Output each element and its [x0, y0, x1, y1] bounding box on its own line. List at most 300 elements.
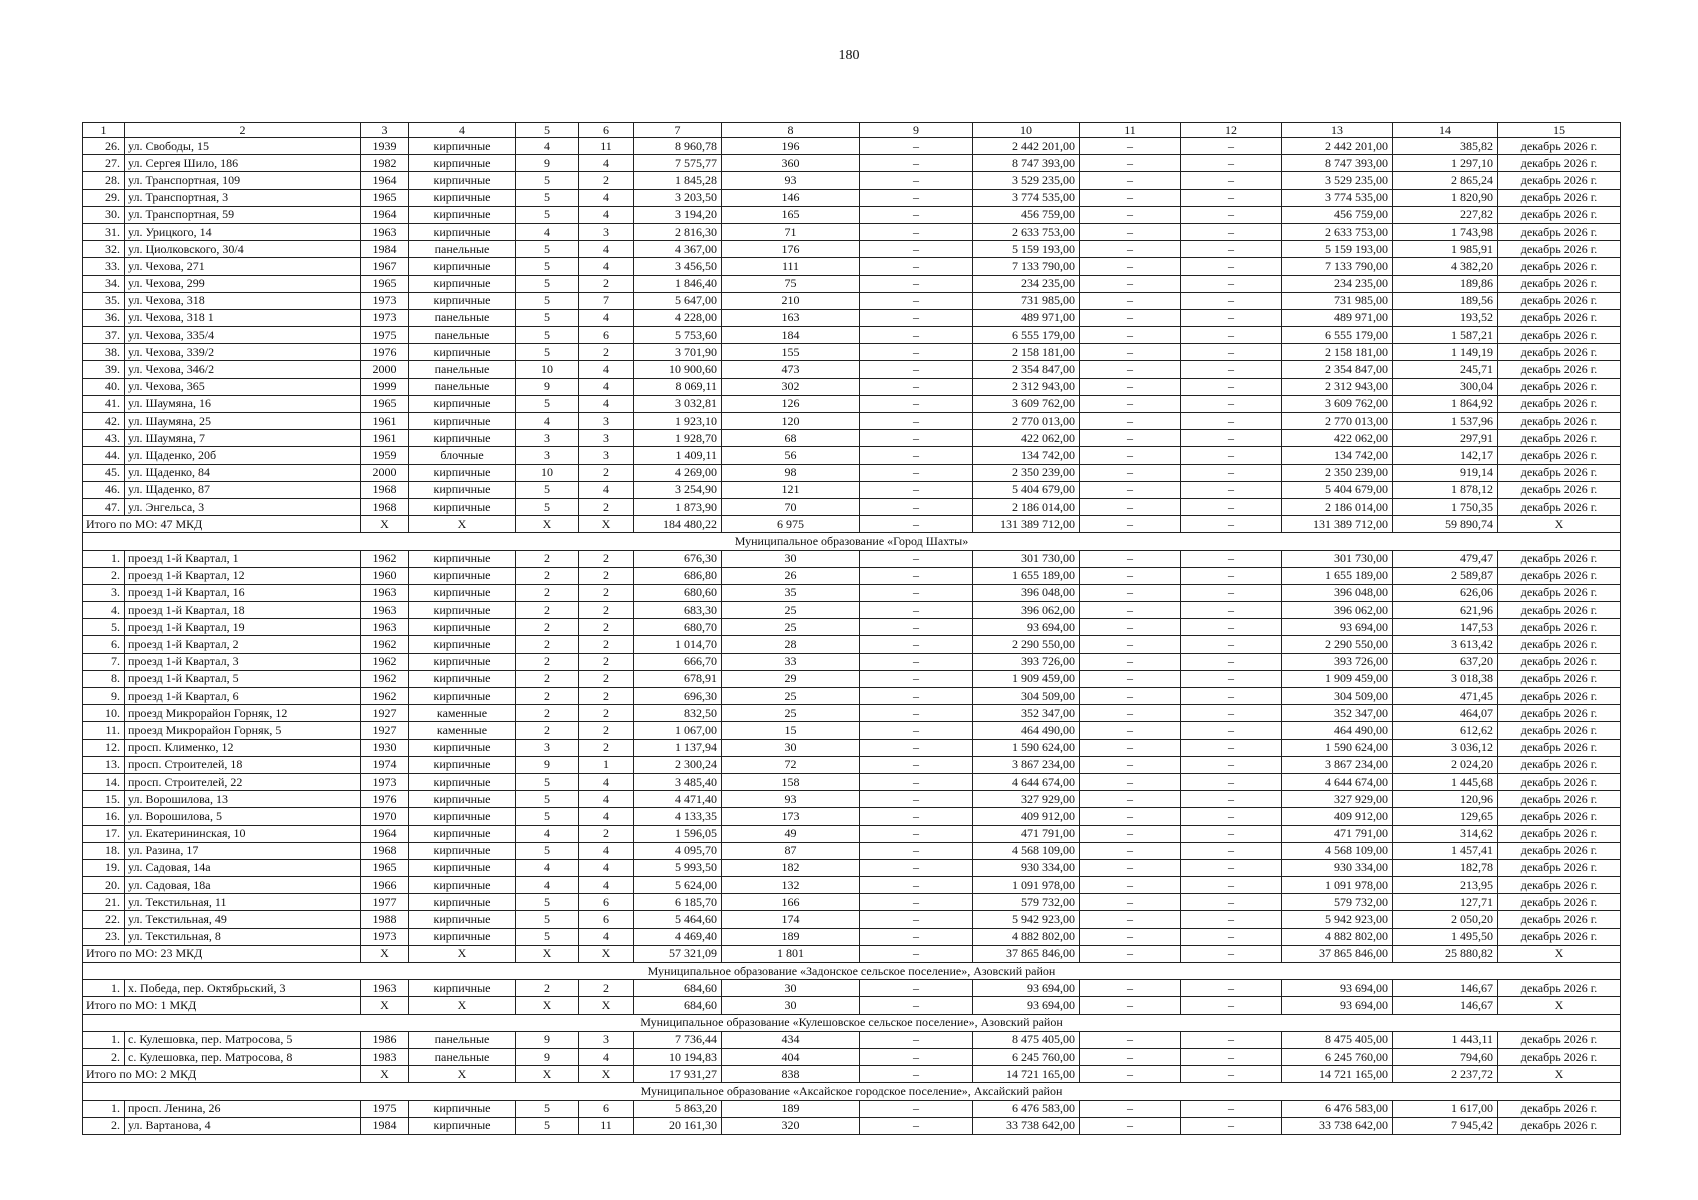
total-col-3: X: [361, 1066, 409, 1083]
cell-col-8: 434: [722, 1031, 860, 1048]
cell-col-1: 6.: [83, 636, 125, 653]
cell-col-13: 6 245 760,00: [1282, 1048, 1393, 1065]
cell-col-11: –: [1080, 842, 1181, 859]
cell-col-10: 2 186 014,00: [973, 498, 1080, 515]
cell-col-4: кирпичные: [409, 877, 516, 894]
cell-col-7: 1 067,00: [634, 722, 722, 739]
table-row: [83, 688, 1621, 705]
column-header-8: 8: [722, 123, 860, 138]
cell-col-11: –: [1080, 859, 1181, 876]
cell-col-10: 396 062,00: [973, 602, 1080, 619]
cell-col-13: 456 759,00: [1282, 206, 1393, 223]
cell-col-5: 9: [516, 155, 579, 172]
table-row: [83, 550, 1621, 567]
section-title: Муниципальное образование «Кулешовское сельское поселение», Азовский район: [83, 1014, 1621, 1031]
cell-col-6: 4: [579, 378, 634, 395]
cell-col-8: 93: [722, 791, 860, 808]
cell-col-7: 684,60: [634, 980, 722, 997]
cell-col-7: 1 845,28: [634, 172, 722, 189]
table-row: [83, 1031, 1621, 1048]
cell-col-8: 68: [722, 430, 860, 447]
cell-col-10: 464 490,00: [973, 722, 1080, 739]
cell-col-9: –: [860, 808, 973, 825]
cell-col-11: –: [1080, 928, 1181, 945]
cell-col-13: 234 235,00: [1282, 275, 1393, 292]
cell-col-1: 27.: [83, 155, 125, 172]
total-col-3: X: [361, 945, 409, 962]
cell-col-7: 7 736,44: [634, 1031, 722, 1048]
cell-col-9: –: [860, 172, 973, 189]
total-col-11: –: [1080, 945, 1181, 962]
program-table: [82, 122, 1621, 1135]
cell-col-8: 302: [722, 378, 860, 395]
cell-col-13: 8 475 405,00: [1282, 1031, 1393, 1048]
cell-col-12: –: [1181, 378, 1282, 395]
cell-col-4: кирпичные: [409, 773, 516, 790]
total-col-10: 131 389 712,00: [973, 516, 1080, 533]
cell-col-15: декабрь 2026 г.: [1498, 292, 1621, 309]
cell-col-2: просп. Строителей, 22: [125, 773, 361, 790]
column-header-10: 10: [973, 123, 1080, 138]
cell-col-8: 111: [722, 258, 860, 275]
table-row: [83, 773, 1621, 790]
cell-col-9: –: [860, 705, 973, 722]
cell-col-14: 1 587,21: [1393, 327, 1498, 344]
cell-col-9: –: [860, 567, 973, 584]
table-row: [83, 206, 1621, 223]
cell-col-6: 4: [579, 189, 634, 206]
total-col-10: 93 694,00: [973, 997, 1080, 1014]
cell-col-11: –: [1080, 223, 1181, 240]
total-col-7: 184 480,22: [634, 516, 722, 533]
cell-col-9: –: [860, 327, 973, 344]
cell-col-11: –: [1080, 584, 1181, 601]
cell-col-12: –: [1181, 722, 1282, 739]
cell-col-1: 12.: [83, 739, 125, 756]
table-row: [83, 1100, 1621, 1117]
table-row: [83, 292, 1621, 309]
cell-col-3: 1982: [361, 155, 409, 172]
cell-col-12: –: [1181, 361, 1282, 378]
cell-col-11: –: [1080, 877, 1181, 894]
column-header-12: 12: [1181, 123, 1282, 138]
table-row: [83, 430, 1621, 447]
cell-col-2: просп. Строителей, 18: [125, 756, 361, 773]
cell-col-12: –: [1181, 395, 1282, 412]
cell-col-15: декабрь 2026 г.: [1498, 980, 1621, 997]
cell-col-2: ул. Чехова, 318: [125, 292, 361, 309]
cell-col-13: 2 770 013,00: [1282, 413, 1393, 430]
cell-col-5: 2: [516, 636, 579, 653]
total-col-15: X: [1498, 945, 1621, 962]
cell-col-10: 1 091 978,00: [973, 877, 1080, 894]
cell-col-13: 5 159 193,00: [1282, 241, 1393, 258]
cell-col-15: декабрь 2026 г.: [1498, 1031, 1621, 1048]
total-col-5: X: [516, 1066, 579, 1083]
cell-col-12: –: [1181, 172, 1282, 189]
cell-col-6: 2: [579, 464, 634, 481]
table-row: [83, 481, 1621, 498]
total-label: Итого по МО: 23 МКД: [83, 945, 361, 962]
cell-col-5: 2: [516, 619, 579, 636]
cell-col-12: –: [1181, 481, 1282, 498]
cell-col-8: 25: [722, 688, 860, 705]
cell-col-1: 36.: [83, 309, 125, 326]
table-row: [83, 275, 1621, 292]
cell-col-4: кирпичные: [409, 395, 516, 412]
cell-col-6: 4: [579, 241, 634, 258]
cell-col-1: 45.: [83, 464, 125, 481]
cell-col-8: 360: [722, 155, 860, 172]
cell-col-15: декабрь 2026 г.: [1498, 138, 1621, 155]
cell-col-2: ул. Чехова, 365: [125, 378, 361, 395]
cell-col-6: 6: [579, 327, 634, 344]
cell-col-11: –: [1080, 241, 1181, 258]
table-row: [83, 791, 1621, 808]
cell-col-5: 9: [516, 378, 579, 395]
cell-col-5: 9: [516, 1031, 579, 1048]
cell-col-7: 7 575,77: [634, 155, 722, 172]
cell-col-14: 4 382,20: [1393, 258, 1498, 275]
cell-col-11: –: [1080, 395, 1181, 412]
cell-col-6: 4: [579, 309, 634, 326]
column-header-row: [83, 123, 1621, 138]
cell-col-9: –: [860, 756, 973, 773]
cell-col-2: ул. Свободы, 15: [125, 138, 361, 155]
cell-col-3: 1962: [361, 688, 409, 705]
cell-col-10: 4 644 674,00: [973, 773, 1080, 790]
cell-col-9: –: [860, 223, 973, 240]
cell-col-4: кирпичные: [409, 688, 516, 705]
cell-col-3: 1967: [361, 258, 409, 275]
cell-col-7: 2 816,30: [634, 223, 722, 240]
cell-col-7: 20 161,30: [634, 1117, 722, 1134]
cell-col-8: 98: [722, 464, 860, 481]
cell-col-5: 2: [516, 567, 579, 584]
cell-col-2: ул. Вартанова, 4: [125, 1117, 361, 1134]
cell-col-1: 2.: [83, 567, 125, 584]
cell-col-6: 4: [579, 206, 634, 223]
cell-col-14: 1 297,10: [1393, 155, 1498, 172]
table-row: [83, 636, 1621, 653]
cell-col-4: кирпичные: [409, 911, 516, 928]
cell-col-5: 2: [516, 722, 579, 739]
cell-col-14: 189,56: [1393, 292, 1498, 309]
cell-col-7: 1 137,94: [634, 739, 722, 756]
cell-col-6: 2: [579, 653, 634, 670]
total-col-8: 6 975: [722, 516, 860, 533]
cell-col-2: ул. Текстильная, 8: [125, 928, 361, 945]
cell-col-5: 5: [516, 395, 579, 412]
cell-col-6: 3: [579, 447, 634, 464]
cell-col-6: 2: [579, 688, 634, 705]
cell-col-2: ул. Садовая, 18а: [125, 877, 361, 894]
cell-col-5: 5: [516, 791, 579, 808]
cell-col-9: –: [860, 1117, 973, 1134]
table-row: [83, 241, 1621, 258]
cell-col-6: 2: [579, 739, 634, 756]
cell-col-14: 1 864,92: [1393, 395, 1498, 412]
cell-col-14: 2 050,20: [1393, 911, 1498, 928]
cell-col-4: кирпичные: [409, 413, 516, 430]
cell-col-1: 35.: [83, 292, 125, 309]
cell-col-2: ул. Щаденко, 20б: [125, 447, 361, 464]
cell-col-14: 1 149,19: [1393, 344, 1498, 361]
table-row: [83, 327, 1621, 344]
cell-col-3: 1927: [361, 705, 409, 722]
cell-col-8: 166: [722, 894, 860, 911]
cell-col-14: 129,65: [1393, 808, 1498, 825]
cell-col-11: –: [1080, 1031, 1181, 1048]
cell-col-11: –: [1080, 688, 1181, 705]
table-row: [83, 1048, 1621, 1065]
cell-col-2: ул. Шаумяна, 16: [125, 395, 361, 412]
total-col-9: –: [860, 1066, 973, 1083]
cell-col-11: –: [1080, 894, 1181, 911]
cell-col-12: –: [1181, 1031, 1282, 1048]
cell-col-3: 1984: [361, 1117, 409, 1134]
cell-col-2: проезд 1-й Квартал, 6: [125, 688, 361, 705]
cell-col-10: 2 633 753,00: [973, 223, 1080, 240]
cell-col-1: 5.: [83, 619, 125, 636]
cell-col-11: –: [1080, 636, 1181, 653]
cell-col-5: 5: [516, 344, 579, 361]
cell-col-12: –: [1181, 550, 1282, 567]
cell-col-8: 56: [722, 447, 860, 464]
cell-col-10: 6 476 583,00: [973, 1100, 1080, 1117]
cell-col-6: 7: [579, 292, 634, 309]
cell-col-2: ул. Чехова, 339/2: [125, 344, 361, 361]
cell-col-14: 1 820,90: [1393, 189, 1498, 206]
cell-col-15: декабрь 2026 г.: [1498, 344, 1621, 361]
cell-col-8: 75: [722, 275, 860, 292]
cell-col-6: 2: [579, 567, 634, 584]
cell-col-2: ул. Текстильная, 11: [125, 894, 361, 911]
table-row: [83, 722, 1621, 739]
total-col-7: 57 321,09: [634, 945, 722, 962]
cell-col-14: 7 945,42: [1393, 1117, 1498, 1134]
cell-col-12: –: [1181, 842, 1282, 859]
cell-col-15: декабрь 2026 г.: [1498, 498, 1621, 515]
cell-col-10: 930 334,00: [973, 859, 1080, 876]
cell-col-14: 189,86: [1393, 275, 1498, 292]
cell-col-2: проезд 1-й Квартал, 16: [125, 584, 361, 601]
cell-col-9: –: [860, 309, 973, 326]
cell-col-9: –: [860, 619, 973, 636]
cell-col-14: 464,07: [1393, 705, 1498, 722]
cell-col-5: 5: [516, 292, 579, 309]
cell-col-8: 155: [722, 344, 860, 361]
cell-col-4: кирпичные: [409, 258, 516, 275]
cell-col-8: 165: [722, 206, 860, 223]
cell-col-10: 33 738 642,00: [973, 1117, 1080, 1134]
table-row: [83, 189, 1621, 206]
cell-col-10: 489 971,00: [973, 309, 1080, 326]
cell-col-9: –: [860, 1100, 973, 1117]
table-row: [83, 928, 1621, 945]
cell-col-12: –: [1181, 619, 1282, 636]
cell-col-5: 2: [516, 602, 579, 619]
cell-col-11: –: [1080, 739, 1181, 756]
cell-col-1: 32.: [83, 241, 125, 258]
cell-col-9: –: [860, 189, 973, 206]
cell-col-8: 28: [722, 636, 860, 653]
cell-col-9: –: [860, 980, 973, 997]
column-header-4: 4: [409, 123, 516, 138]
column-header-5: 5: [516, 123, 579, 138]
cell-col-1: 9.: [83, 688, 125, 705]
cell-col-15: декабрь 2026 г.: [1498, 172, 1621, 189]
cell-col-13: 7 133 790,00: [1282, 258, 1393, 275]
total-col-4: X: [409, 997, 516, 1014]
cell-col-3: 1927: [361, 722, 409, 739]
total-col-6: X: [579, 945, 634, 962]
cell-col-3: 1973: [361, 773, 409, 790]
table-row: [83, 567, 1621, 584]
cell-col-7: 680,60: [634, 584, 722, 601]
cell-col-4: блочные: [409, 447, 516, 464]
cell-col-4: кирпичные: [409, 739, 516, 756]
cell-col-14: 1 750,35: [1393, 498, 1498, 515]
cell-col-4: кирпичные: [409, 430, 516, 447]
cell-col-14: 919,14: [1393, 464, 1498, 481]
total-col-13: 14 721 165,00: [1282, 1066, 1393, 1083]
section-title-row: [83, 1083, 1621, 1100]
cell-col-2: проезд 1-й Квартал, 18: [125, 602, 361, 619]
cell-col-7: 1 873,90: [634, 498, 722, 515]
cell-col-6: 4: [579, 258, 634, 275]
cell-col-1: 43.: [83, 430, 125, 447]
cell-col-9: –: [860, 361, 973, 378]
cell-col-15: декабрь 2026 г.: [1498, 653, 1621, 670]
cell-col-8: 121: [722, 481, 860, 498]
cell-col-9: –: [860, 292, 973, 309]
table-row: [83, 825, 1621, 842]
cell-col-11: –: [1080, 1048, 1181, 1065]
cell-col-1: 10.: [83, 705, 125, 722]
total-label: Итого по МО: 1 МКД: [83, 997, 361, 1014]
cell-col-4: кирпичные: [409, 756, 516, 773]
cell-col-11: –: [1080, 327, 1181, 344]
cell-col-11: –: [1080, 773, 1181, 790]
cell-col-11: –: [1080, 550, 1181, 567]
cell-col-13: 5 404 679,00: [1282, 481, 1393, 498]
cell-col-2: с. Кулешовка, пер. Матросова, 8: [125, 1048, 361, 1065]
cell-col-4: кирпичные: [409, 584, 516, 601]
cell-col-8: 176: [722, 241, 860, 258]
cell-col-15: декабрь 2026 г.: [1498, 1117, 1621, 1134]
cell-col-2: ул. Транспортная, 59: [125, 206, 361, 223]
cell-col-1: 29.: [83, 189, 125, 206]
cell-col-1: 1.: [83, 980, 125, 997]
cell-col-3: 1976: [361, 791, 409, 808]
total-col-8: 1 801: [722, 945, 860, 962]
cell-col-9: –: [860, 584, 973, 601]
cell-col-13: 4 644 674,00: [1282, 773, 1393, 790]
section-title-row: [83, 1014, 1621, 1031]
cell-col-8: 184: [722, 327, 860, 344]
cell-col-8: 132: [722, 877, 860, 894]
cell-col-12: –: [1181, 808, 1282, 825]
cell-col-5: 10: [516, 464, 579, 481]
cell-col-8: 320: [722, 1117, 860, 1134]
cell-col-5: 5: [516, 327, 579, 344]
cell-col-3: 1965: [361, 859, 409, 876]
total-col-8: 838: [722, 1066, 860, 1083]
cell-col-9: –: [860, 739, 973, 756]
cell-col-15: декабрь 2026 г.: [1498, 241, 1621, 258]
cell-col-10: 3 529 235,00: [973, 172, 1080, 189]
cell-col-14: 120,96: [1393, 791, 1498, 808]
cell-col-9: –: [860, 447, 973, 464]
cell-col-8: 189: [722, 928, 860, 945]
cell-col-13: 489 971,00: [1282, 309, 1393, 326]
cell-col-14: 227,82: [1393, 206, 1498, 223]
cell-col-12: –: [1181, 309, 1282, 326]
cell-col-3: 1963: [361, 980, 409, 997]
cell-col-2: ул. Садовая, 14а: [125, 859, 361, 876]
table-row: [83, 808, 1621, 825]
cell-col-3: 1983: [361, 1048, 409, 1065]
cell-col-1: 47.: [83, 498, 125, 515]
cell-col-9: –: [860, 773, 973, 790]
cell-col-14: 1 743,98: [1393, 223, 1498, 240]
table-row: [83, 413, 1621, 430]
cell-col-3: 1968: [361, 842, 409, 859]
total-col-6: X: [579, 997, 634, 1014]
table-row: [83, 309, 1621, 326]
cell-col-2: проезд 1-й Квартал, 19: [125, 619, 361, 636]
cell-col-15: декабрь 2026 г.: [1498, 722, 1621, 739]
cell-col-3: 1962: [361, 550, 409, 567]
cell-col-4: кирпичные: [409, 172, 516, 189]
cell-col-6: 4: [579, 1048, 634, 1065]
cell-col-3: 1962: [361, 670, 409, 687]
cell-col-7: 1 923,10: [634, 413, 722, 430]
table-row: [83, 894, 1621, 911]
cell-col-5: 2: [516, 653, 579, 670]
cell-col-1: 42.: [83, 413, 125, 430]
cell-col-9: –: [860, 413, 973, 430]
column-header-3: 3: [361, 123, 409, 138]
cell-col-13: 6 476 583,00: [1282, 1100, 1393, 1117]
table-row: [83, 258, 1621, 275]
section-title: Муниципальное образование «Город Шахты»: [83, 533, 1621, 550]
cell-col-3: 1968: [361, 481, 409, 498]
cell-col-13: 731 985,00: [1282, 292, 1393, 309]
cell-col-13: 396 062,00: [1282, 602, 1393, 619]
total-col-15: X: [1498, 997, 1621, 1014]
cell-col-4: кирпичные: [409, 842, 516, 859]
cell-col-12: –: [1181, 584, 1282, 601]
total-col-14: 146,67: [1393, 997, 1498, 1014]
cell-col-6: 6: [579, 894, 634, 911]
cell-col-13: 352 347,00: [1282, 705, 1393, 722]
cell-col-10: 393 726,00: [973, 653, 1080, 670]
cell-col-7: 678,91: [634, 670, 722, 687]
cell-col-8: 120: [722, 413, 860, 430]
cell-col-5: 5: [516, 1100, 579, 1117]
cell-col-5: 5: [516, 773, 579, 790]
cell-col-6: 4: [579, 361, 634, 378]
cell-col-6: 2: [579, 498, 634, 515]
table-body: [83, 123, 1621, 1135]
cell-col-6: 2: [579, 344, 634, 361]
cell-col-6: 4: [579, 859, 634, 876]
table-row: [83, 395, 1621, 412]
cell-col-14: 297,91: [1393, 430, 1498, 447]
cell-col-4: кирпичные: [409, 825, 516, 842]
